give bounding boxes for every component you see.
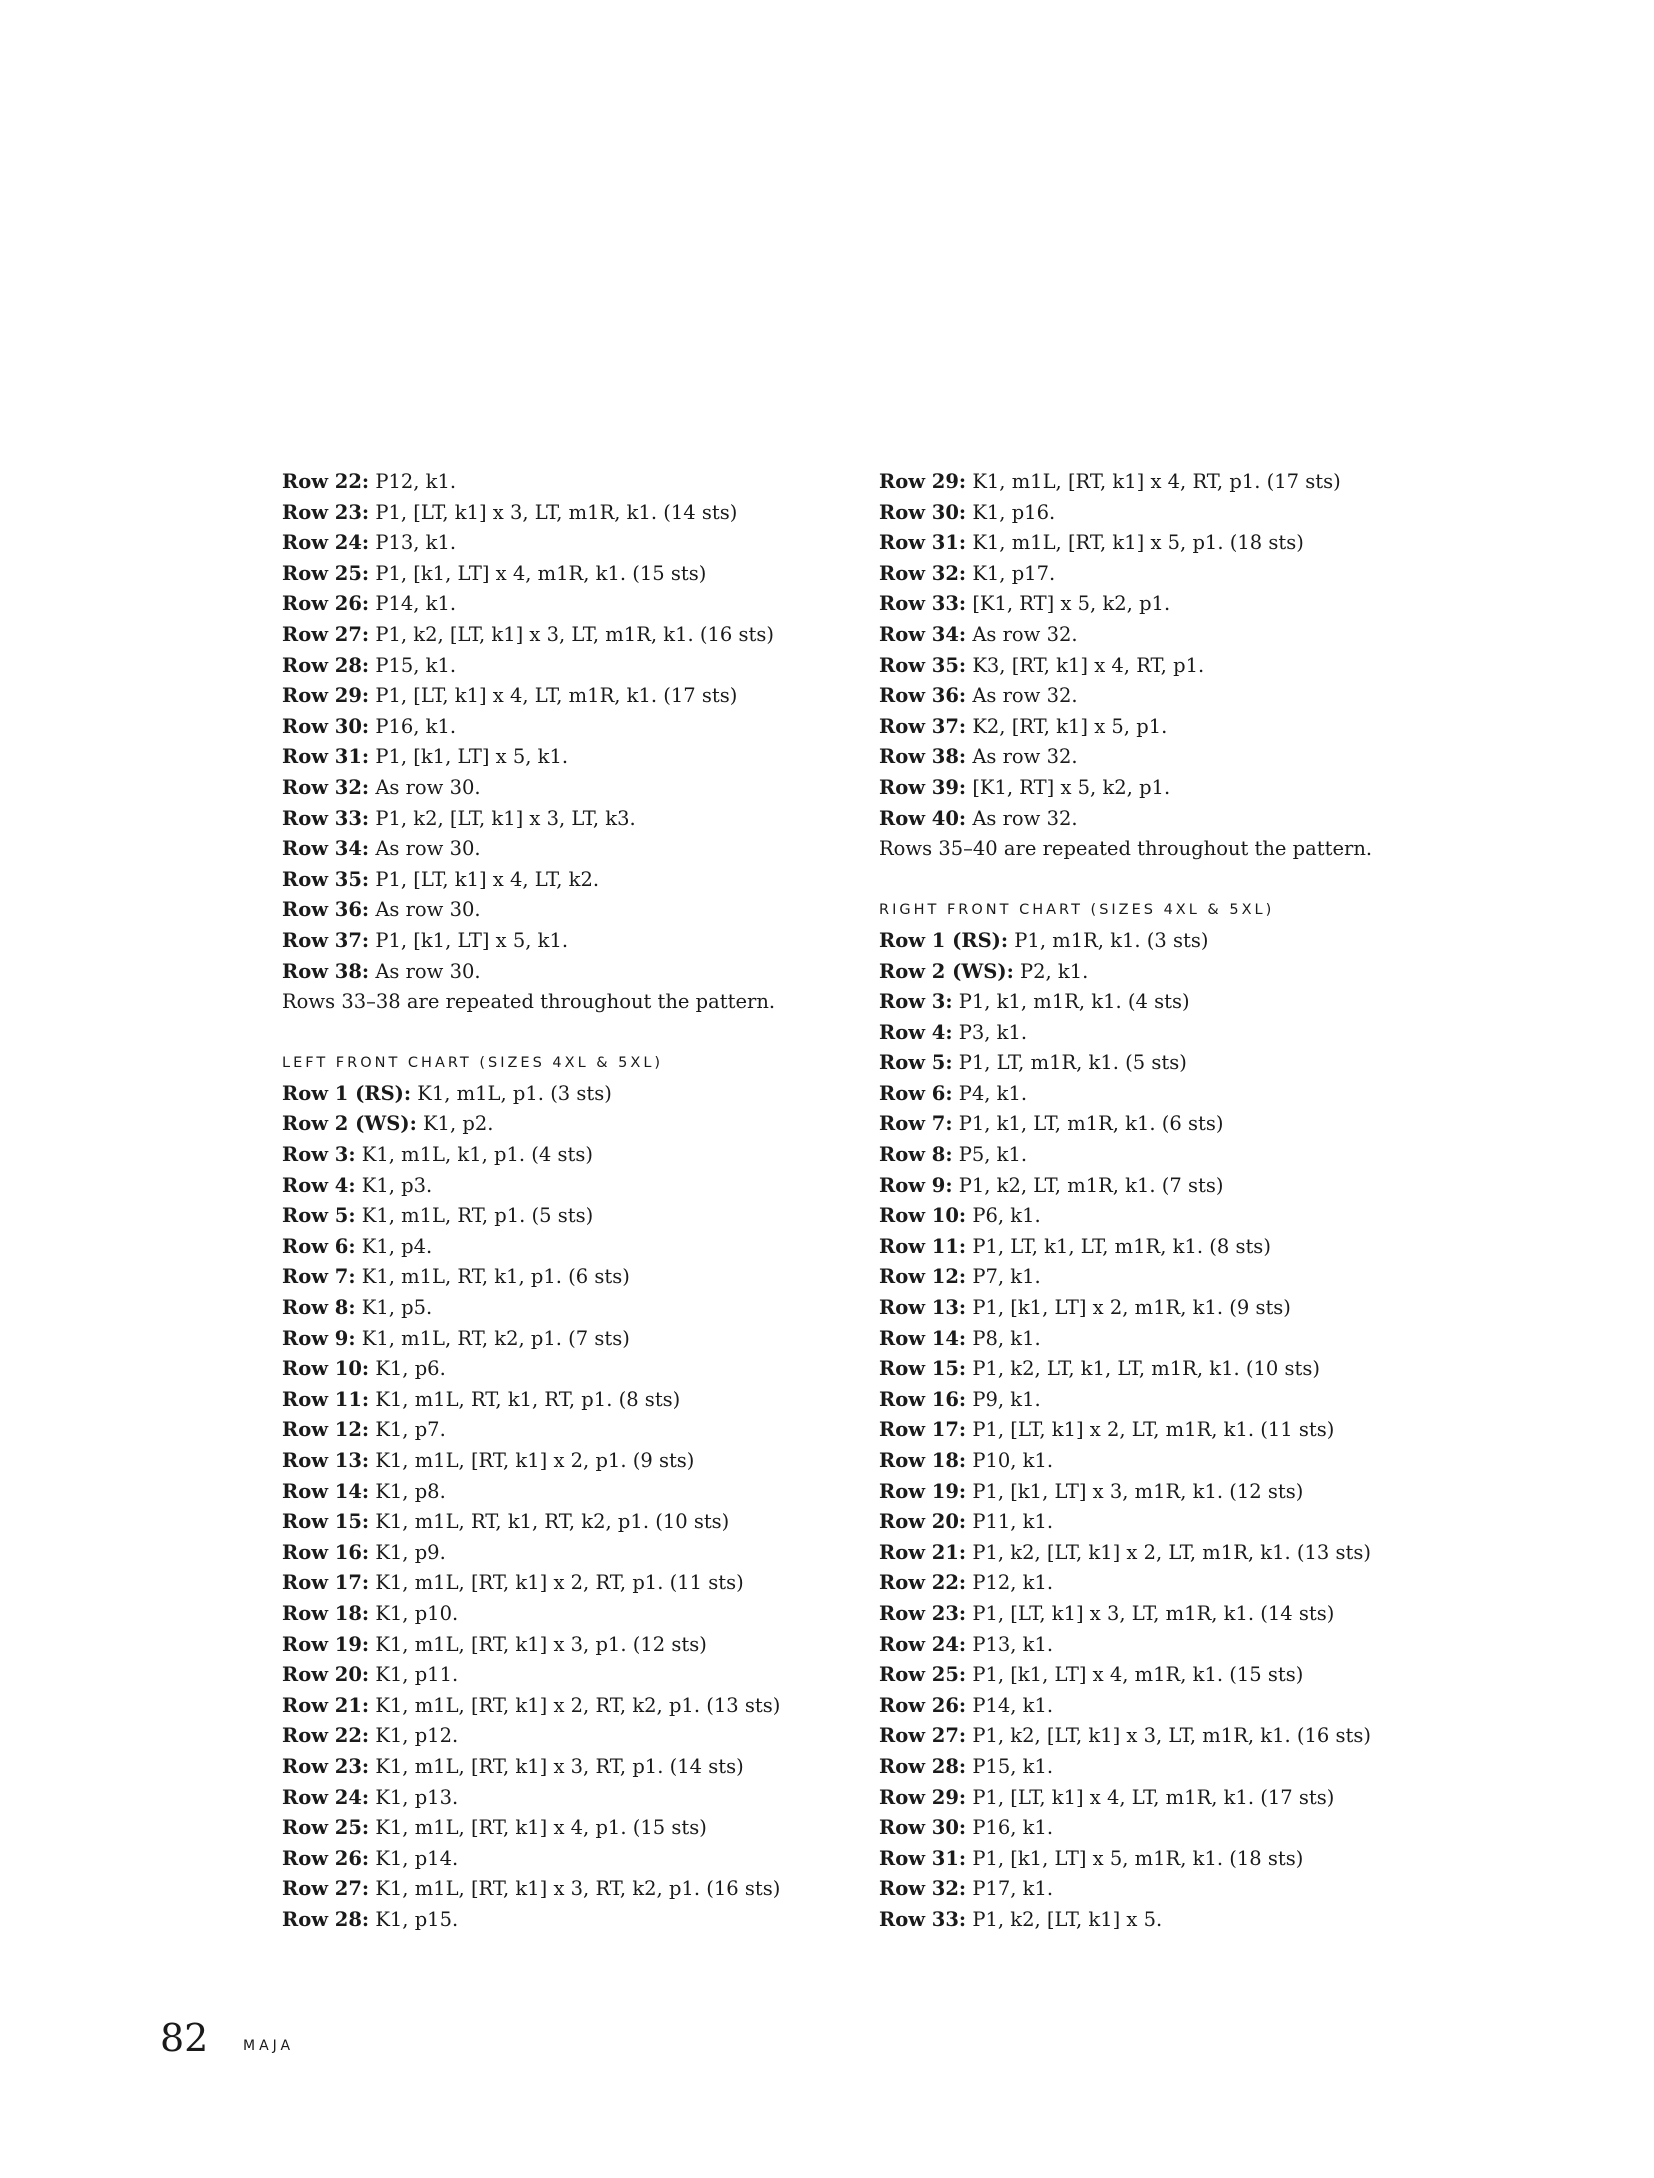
instruction-row — [282, 1660, 842, 1691]
row-label: Row 4: — [282, 1173, 356, 1197]
row-instruction: K1, m1L, [RT, k1] x 4, p1. (15 sts) — [369, 1816, 707, 1840]
row-instruction: P14, k1. — [369, 592, 457, 616]
row-label: Row 9: — [282, 1326, 356, 1350]
row-label: Row 26: — [282, 1846, 370, 1870]
instruction-row — [879, 1599, 1439, 1630]
right-repeat-note: Rows 35–40 are repeated throughout the pattern. — [879, 837, 1373, 861]
instruction-row — [282, 1905, 842, 1936]
row-label: Row 7: — [879, 1112, 953, 1136]
instruction-row — [282, 1140, 842, 1171]
row-label: Row 29: — [282, 684, 370, 708]
row-instruction: P1, k2, LT, k1, LT, m1R, k1. (10 sts) — [966, 1357, 1320, 1381]
instruction-row — [879, 742, 1439, 773]
row-label: Row 8: — [282, 1296, 356, 1320]
row-instruction: P2, k1. — [1013, 959, 1089, 983]
instruction-row — [282, 1691, 842, 1722]
row-label: Row 13: — [282, 1449, 370, 1472]
instruction-row — [879, 1568, 1439, 1599]
instruction-row — [282, 804, 842, 835]
row-label: Row 25: — [282, 561, 370, 585]
row-instruction: P1, k2, [LT, k1] x 3, LT, k3. — [369, 806, 636, 830]
row-instruction: K1, p7. — [369, 1418, 446, 1442]
row-instruction: K1, m1L, [RT, k1] x 2, RT, p1. (11 sts) — [369, 1571, 744, 1595]
row-instruction: P1, k1, LT, m1R, k1. (6 sts) — [952, 1112, 1224, 1136]
instruction-row — [879, 1660, 1439, 1691]
row-instruction: P11, k1. — [966, 1510, 1054, 1534]
row-instruction: K1, m1L, [RT, k1] x 4, RT, p1. (17 sts) — [966, 470, 1341, 493]
row-label: Row 26: — [282, 592, 370, 616]
instruction-row — [879, 651, 1439, 682]
instruction-row — [879, 681, 1439, 712]
row-instruction: P9, k1. — [966, 1387, 1041, 1411]
instruction-row — [879, 1324, 1439, 1355]
row-instruction: P3, k1. — [952, 1020, 1028, 1044]
instruction-row — [282, 1201, 842, 1232]
instruction-row — [282, 528, 842, 559]
row-instruction: P1, k2, [LT, k1] x 2, LT, m1R, k1. (13 sts) — [966, 1540, 1371, 1564]
row-label: Row 38: — [879, 745, 967, 769]
row-label: Row 20: — [879, 1510, 967, 1534]
row-label: Row 22: — [282, 1724, 370, 1748]
row-instruction: K1, p8. — [369, 1479, 446, 1503]
left-repeat-note: Rows 33–38 are repeated throughout the pattern. — [282, 990, 776, 1014]
instruction-row — [879, 1752, 1439, 1783]
instruction-row — [282, 895, 842, 926]
row-instruction: P1, [k1, LT] x 4, m1R, k1. (15 sts) — [369, 561, 707, 585]
row-instruction: P1, [LT, k1] x 4, LT, m1R, k1. (17 sts) — [966, 1785, 1335, 1809]
row-label: Row 4: — [879, 1020, 953, 1044]
row-label: Row 31: — [879, 531, 967, 555]
row-instruction: [K1, RT] x 5, k2, p1. — [966, 592, 1171, 616]
row-label: Row 16: — [282, 1540, 370, 1564]
instruction-row — [282, 1538, 842, 1569]
row-instruction: P1, [k1, LT] x 5, k1. — [369, 928, 569, 952]
instruction-row — [879, 1905, 1439, 1936]
right-rows-continued — [879, 467, 1439, 834]
row-instruction: K1, m1L, RT, k1, RT, k2, p1. (10 sts) — [369, 1510, 730, 1534]
row-instruction: As row 32. — [966, 684, 1078, 708]
row-label: Row 34: — [282, 837, 370, 861]
row-instruction: P13, k1. — [966, 1632, 1054, 1656]
row-label: Row 23: — [282, 1754, 370, 1778]
instruction-row — [282, 742, 842, 773]
instruction-row — [879, 712, 1439, 743]
row-label: Row 17: — [282, 1571, 370, 1595]
row-instruction: P1, [LT, k1] x 4, LT, m1R, k1. (17 sts) — [369, 684, 738, 708]
row-instruction: K3, [RT, k1] x 4, RT, p1. — [966, 653, 1205, 677]
row-label: Row 28: — [282, 653, 370, 677]
instruction-row — [282, 1752, 842, 1783]
row-instruction: As row 32. — [966, 622, 1078, 646]
row-instruction: K1, m1L, [RT, k1] x 3, p1. (12 sts) — [369, 1632, 707, 1656]
row-label: Row 9: — [879, 1173, 953, 1197]
row-label: Row 14: — [282, 1479, 370, 1503]
row-label: Row 19: — [879, 1479, 967, 1503]
row-label: Row 28: — [282, 1907, 370, 1931]
row-instruction: P1, [k1, LT] x 3, m1R, k1. (12 sts) — [966, 1479, 1304, 1503]
row-label: Row 37: — [282, 928, 370, 952]
instruction-row — [879, 620, 1439, 651]
instruction-row — [879, 1874, 1439, 1905]
row-label: Row 5: — [282, 1204, 356, 1228]
instruction-row — [879, 1415, 1439, 1446]
row-instruction: P1, [k1, LT] x 5, k1. — [369, 745, 569, 769]
instruction-row — [879, 987, 1439, 1018]
row-instruction: P13, k1. — [369, 531, 457, 555]
row-instruction: [K1, RT] x 5, k2, p1. — [966, 775, 1171, 799]
row-label: Row 35: — [282, 867, 370, 891]
row-label: Row 23: — [879, 1601, 967, 1625]
row-instruction: K1, p14. — [369, 1846, 459, 1870]
row-label: Row 6: — [282, 1234, 356, 1258]
row-instruction: P1, [LT, k1] x 4, LT, k2. — [369, 867, 600, 891]
row-label: Row 39: — [879, 775, 967, 799]
instruction-row — [879, 1232, 1439, 1263]
row-label: Row 26: — [879, 1693, 967, 1717]
row-label: Row 20: — [282, 1663, 370, 1687]
instruction-row — [879, 1109, 1439, 1140]
row-label: Row 15: — [879, 1357, 967, 1381]
left-front-chart-rows — [282, 1079, 842, 1936]
row-label: Row 8: — [879, 1143, 953, 1167]
instruction-row — [282, 1415, 842, 1446]
row-label: Row 1 (RS): — [879, 928, 1009, 952]
instruction-row — [282, 1446, 842, 1477]
instruction-row — [879, 589, 1439, 620]
row-instruction: P7, k1. — [966, 1265, 1041, 1289]
row-instruction: P1, k2, [LT, k1] x 3, LT, m1R, k1. (16 sts) — [966, 1724, 1371, 1748]
instruction-row — [879, 773, 1439, 804]
row-instruction: P1, [LT, k1] x 3, LT, m1R, k1. (14 sts) — [369, 500, 738, 524]
instruction-row — [879, 498, 1439, 529]
instruction-row — [879, 1262, 1439, 1293]
row-label: Row 36: — [282, 898, 370, 922]
instruction-row — [879, 1385, 1439, 1416]
instruction-row — [282, 1783, 842, 1814]
row-instruction: P6, k1. — [966, 1204, 1041, 1228]
left-rows-continued — [282, 467, 842, 987]
row-label: Row 35: — [879, 653, 967, 677]
row-label: Row 18: — [879, 1449, 967, 1472]
row-label: Row 12: — [879, 1265, 967, 1289]
row-instruction: K1, m1L, [RT, k1] x 2, RT, k2, p1. (13 sts) — [369, 1693, 781, 1717]
row-label: Row 11: — [282, 1387, 370, 1411]
instruction-row — [879, 1446, 1439, 1477]
row-instruction: As row 30. — [369, 837, 481, 861]
row-instruction: P17, k1. — [966, 1877, 1054, 1901]
row-label: Row 38: — [282, 959, 370, 983]
row-label: Row 37: — [879, 714, 967, 738]
instruction-row — [282, 1324, 842, 1355]
row-label: Row 5: — [879, 1051, 953, 1075]
instruction-row — [282, 1813, 842, 1844]
row-label: Row 32: — [879, 1877, 967, 1901]
right-column — [879, 467, 1439, 1936]
instruction-row — [879, 528, 1439, 559]
instruction-row — [879, 1507, 1439, 1538]
row-label: Row 13: — [879, 1296, 967, 1320]
instruction-row — [879, 1813, 1439, 1844]
row-instruction: P1, LT, m1R, k1. (5 sts) — [952, 1051, 1187, 1075]
row-label: Row 31: — [282, 745, 370, 769]
row-instruction: P1, k2, [LT, k1] x 5. — [966, 1907, 1163, 1931]
instruction-row — [282, 467, 842, 498]
instruction-row — [282, 1385, 842, 1416]
row-label: Row 31: — [879, 1846, 967, 1870]
instruction-row — [282, 957, 842, 988]
instruction-row — [282, 1599, 842, 1630]
row-label: Row 29: — [879, 470, 967, 493]
instruction-row — [282, 1507, 842, 1538]
row-instruction: K1, p11. — [369, 1663, 459, 1687]
row-instruction: K1, p15. — [369, 1907, 459, 1931]
instruction-row — [282, 712, 842, 743]
instruction-row — [879, 1079, 1439, 1110]
instruction-row — [282, 1262, 842, 1293]
right-front-chart-rows — [879, 926, 1439, 1936]
row-instruction: P1, k1, m1R, k1. (4 sts) — [952, 990, 1190, 1014]
row-instruction: P15, k1. — [369, 653, 457, 677]
page-number: 82 — [160, 2016, 209, 2060]
instruction-row — [282, 1844, 842, 1875]
row-label: Row 1 (RS): — [282, 1081, 412, 1105]
instruction-row — [879, 1538, 1439, 1569]
instruction-row — [879, 467, 1439, 498]
row-label: Row 28: — [879, 1754, 967, 1778]
instruction-row — [879, 1354, 1439, 1385]
row-label: Row 25: — [879, 1663, 967, 1687]
row-label: Row 34: — [879, 622, 967, 646]
row-label: Row 24: — [879, 1632, 967, 1656]
row-label: Row 33: — [282, 806, 370, 830]
row-label: Row 23: — [282, 500, 370, 524]
row-label: Row 7: — [282, 1265, 356, 1289]
instruction-row — [282, 1079, 842, 1110]
instruction-row — [282, 498, 842, 529]
row-instruction: P5, k1. — [952, 1143, 1028, 1167]
row-instruction: K1, p13. — [369, 1785, 459, 1809]
row-instruction: K1, m1L, k1, p1. (4 sts) — [355, 1143, 593, 1167]
row-label: Row 10: — [879, 1204, 967, 1228]
instruction-row — [282, 1293, 842, 1324]
instruction-row — [282, 1109, 842, 1140]
row-instruction: K1, m1L, [RT, k1] x 3, RT, k2, p1. (16 sts) — [369, 1877, 781, 1901]
row-label: Row 24: — [282, 531, 370, 555]
row-label: Row 40: — [879, 806, 967, 830]
row-instruction: P4, k1. — [952, 1081, 1028, 1105]
instruction-row — [879, 1691, 1439, 1722]
row-instruction: As row 30. — [369, 775, 481, 799]
row-label: Row 33: — [879, 1907, 967, 1931]
row-instruction: As row 32. — [966, 745, 1078, 769]
row-instruction: As row 30. — [369, 959, 481, 983]
right-front-chart-heading: RIGHT FRONT CHART (SIZES 4XL & 5XL) — [879, 902, 1275, 919]
row-instruction: P10, k1. — [966, 1449, 1054, 1472]
instruction-row — [282, 926, 842, 957]
instruction-row — [282, 589, 842, 620]
instruction-row — [879, 559, 1439, 590]
row-instruction: P12, k1. — [369, 470, 457, 493]
row-label: Row 16: — [879, 1387, 967, 1411]
row-instruction: K1, m1L, RT, k1, RT, p1. (8 sts) — [369, 1387, 681, 1411]
row-label: Row 30: — [879, 500, 967, 524]
row-instruction: K1, m1L, [RT, k1] x 5, p1. (18 sts) — [966, 531, 1304, 555]
instruction-row — [879, 1018, 1439, 1049]
instruction-row — [879, 1201, 1439, 1232]
row-label: Row 32: — [879, 561, 967, 585]
instruction-row — [282, 1232, 842, 1263]
row-instruction: K1, p9. — [369, 1540, 446, 1564]
row-instruction: K1, p10. — [369, 1601, 459, 1625]
instruction-row — [879, 1171, 1439, 1202]
instruction-row — [282, 681, 842, 712]
instruction-row — [879, 1293, 1439, 1324]
row-label: Row 25: — [282, 1816, 370, 1840]
instruction-row — [282, 1354, 842, 1385]
row-label: Row 14: — [879, 1326, 967, 1350]
row-label: Row 21: — [282, 1693, 370, 1717]
book-title: MAJA — [243, 2038, 295, 2054]
instruction-row — [879, 804, 1439, 835]
instruction-row — [282, 1721, 842, 1752]
row-label: Row 6: — [879, 1081, 953, 1105]
instruction-row — [282, 834, 842, 865]
row-instruction: P16, k1. — [966, 1816, 1054, 1840]
instruction-row — [879, 1783, 1439, 1814]
row-label: Row 24: — [282, 1785, 370, 1809]
row-instruction: P1, [k1, LT] x 5, m1R, k1. (18 sts) — [966, 1846, 1304, 1870]
row-label: Row 22: — [879, 1571, 967, 1595]
row-label: Row 3: — [282, 1143, 356, 1167]
row-instruction: K1, m1L, RT, k2, p1. (7 sts) — [355, 1326, 630, 1350]
instruction-row — [282, 773, 842, 804]
row-label: Row 30: — [879, 1816, 967, 1840]
row-label: Row 33: — [879, 592, 967, 616]
row-instruction: P1, [LT, k1] x 3, LT, m1R, k1. (14 sts) — [966, 1601, 1335, 1625]
row-label: Row 15: — [282, 1510, 370, 1534]
row-label: Row 3: — [879, 990, 953, 1014]
row-instruction: P1, [LT, k1] x 2, LT, m1R, k1. (11 sts) — [966, 1418, 1335, 1442]
instruction-row — [879, 1477, 1439, 1508]
row-label: Row 21: — [879, 1540, 967, 1564]
instruction-row — [879, 957, 1439, 988]
instruction-row — [879, 1844, 1439, 1875]
row-label: Row 12: — [282, 1418, 370, 1442]
row-instruction: K1, p6. — [369, 1357, 446, 1381]
row-instruction: K1, m1L, RT, k1, p1. (6 sts) — [355, 1265, 630, 1289]
row-label: Row 29: — [879, 1785, 967, 1809]
row-instruction: K1, m1L, p1. (3 sts) — [411, 1081, 612, 1105]
row-label: Row 11: — [879, 1234, 967, 1258]
row-instruction: K1, m1L, [RT, k1] x 3, RT, p1. (14 sts) — [369, 1754, 744, 1778]
instruction-row — [282, 1171, 842, 1202]
instruction-row — [282, 1630, 842, 1661]
row-instruction: K1, p12. — [369, 1724, 459, 1748]
instruction-row — [282, 620, 842, 651]
row-label: Row 22: — [282, 470, 370, 493]
row-instruction: P1, [k1, LT] x 2, m1R, k1. (9 sts) — [966, 1296, 1291, 1320]
left-front-chart-heading: LEFT FRONT CHART (SIZES 4XL & 5XL) — [282, 1055, 664, 1072]
row-instruction: K1, p2. — [416, 1112, 494, 1136]
instruction-row — [879, 1630, 1439, 1661]
row-instruction: P12, k1. — [966, 1571, 1054, 1595]
row-instruction: As row 32. — [966, 806, 1078, 830]
instruction-row — [282, 1477, 842, 1508]
row-label: Row 17: — [879, 1418, 967, 1442]
instruction-row — [282, 1874, 842, 1905]
row-label: Row 32: — [282, 775, 370, 799]
instruction-row — [282, 559, 842, 590]
row-instruction: K1, m1L, [RT, k1] x 2, p1. (9 sts) — [369, 1449, 695, 1472]
row-label: Row 30: — [282, 714, 370, 738]
row-label: Row 10: — [282, 1357, 370, 1381]
instruction-row — [879, 1721, 1439, 1752]
row-instruction: P1, [k1, LT] x 4, m1R, k1. (15 sts) — [966, 1663, 1304, 1687]
row-instruction: P1, m1R, k1. (3 sts) — [1008, 928, 1209, 952]
row-instruction: K1, p17. — [966, 561, 1056, 585]
row-label: Row 2 (WS): — [282, 1112, 417, 1136]
row-instruction: P16, k1. — [369, 714, 457, 738]
row-instruction: P15, k1. — [966, 1754, 1054, 1778]
row-label: Row 18: — [282, 1601, 370, 1625]
instruction-row — [282, 1568, 842, 1599]
row-label: Row 27: — [282, 622, 370, 646]
row-label: Row 27: — [879, 1724, 967, 1748]
instruction-row — [879, 1048, 1439, 1079]
instruction-row — [282, 865, 842, 896]
row-instruction: K1, p3. — [355, 1173, 433, 1197]
row-instruction: K1, m1L, RT, p1. (5 sts) — [355, 1204, 594, 1228]
row-instruction: K1, p5. — [355, 1296, 433, 1320]
row-instruction: As row 30. — [369, 898, 481, 922]
instruction-row — [282, 651, 842, 682]
row-instruction: K2, [RT, k1] x 5, p1. — [966, 714, 1168, 738]
row-instruction: K1, p4. — [355, 1234, 433, 1258]
instruction-row — [879, 1140, 1439, 1171]
row-label: Row 19: — [282, 1632, 370, 1656]
row-instruction: K1, p16. — [966, 500, 1056, 524]
row-instruction: P14, k1. — [966, 1693, 1054, 1717]
row-instruction: P1, k2, [LT, k1] x 3, LT, m1R, k1. (16 sts) — [369, 622, 774, 646]
instruction-row — [879, 926, 1439, 957]
row-label: Row 27: — [282, 1877, 370, 1901]
row-label: Row 36: — [879, 684, 967, 708]
row-instruction: P1, k2, LT, m1R, k1. (7 sts) — [952, 1173, 1224, 1197]
row-instruction: P8, k1. — [966, 1326, 1041, 1350]
row-label: Row 2 (WS): — [879, 959, 1014, 983]
left-column — [282, 467, 842, 1936]
row-instruction: P1, LT, k1, LT, m1R, k1. (8 sts) — [966, 1234, 1271, 1258]
